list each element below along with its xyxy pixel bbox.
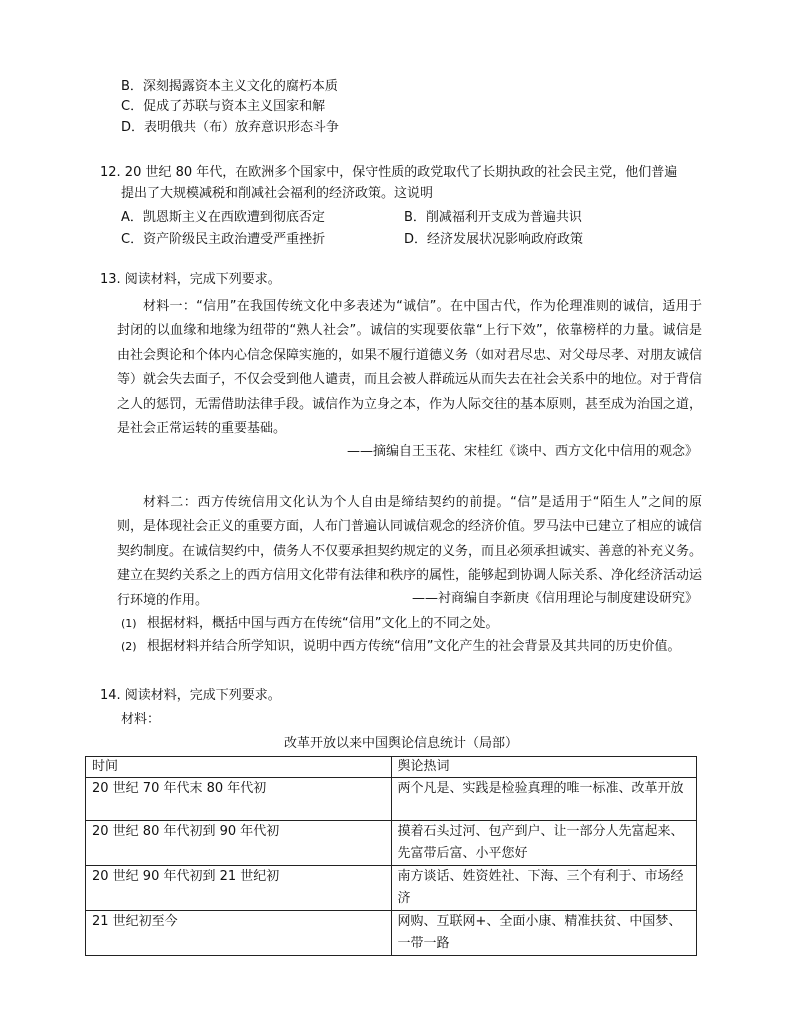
public-opinion-table <box>85 756 697 956</box>
question-12-option-d: D．经济发展状况影响政府政策 <box>404 232 584 247</box>
prev-option-c: C．促成了苏联与资本主义国家和解 <box>121 99 326 114</box>
question-12-stem-line1: 12. 20 世纪 80 年代，在欧洲多个国家中，保守性质的政党取代了长期执政的社会民主党，他们普遍 <box>100 165 678 180</box>
question-12-option-b: B．削减福利开支成为普遍共识 <box>404 210 582 225</box>
table-row <box>86 911 697 956</box>
question-13-material-1: 材料一：“信用”在我国传统文化中多表述为“诚信”。在中国古代，作为伦理准则的诚信，适用于封闭的以血缘和地缘为纽带的“熟人社会”。诚信的实现要依靠“上行下效”，依靠榜样的力量。诚信是由社会舆论和个体内心信念保障实施的，如果不履行道德义务（如对君尽忠、对父母尽孝、对朋友诚信等）就会失去面子，不仅会受到他人谴责，而且会被人群疏远从而失去在社会关系中的地位。对于背信之人的惩罚，无需借助法律手段。诚信作为立身之本，作为人际交往的基本原则，甚至成为治国之道，是社会正常运转的重要基础。 <box>117 299 703 437</box>
question-13-subquestion-2 <box>121 637 680 657</box>
table-cell-time: 20 世纪 80 年代初到 90 年代初 <box>86 821 392 866</box>
table-cell-hotwords: 南方谈话、姓资姓社、下海、三个有利于、市场经济 <box>391 866 697 911</box>
table-cell-time: 21 世纪初至今 <box>86 911 392 956</box>
question-12-stem-line2: 提出了大规模减税和削减社会福利的经济政策。这说明 <box>121 186 434 201</box>
subquestion-number: (1) <box>121 617 137 630</box>
subquestion-text: 根据材料，概括中国与西方在传统“信用”文化上的不同之处。 <box>147 616 499 631</box>
table-cell-hotwords: 两个凡是、实践是检验真理的唯一标准、改革开放 <box>391 778 697 821</box>
subquestion-number: (2) <box>121 640 137 653</box>
question-13-stem: 13. 阅读材料，完成下列要求。 <box>100 272 281 287</box>
question-14-stem: 14. 阅读材料，完成下列要求。 <box>100 688 281 703</box>
prev-option-d: D．表明俄共（布）放弃意识形态斗争 <box>121 120 340 135</box>
table-cell-hotwords: 网购、互联网+、全面小康、精准扶贫、中国梦、一带一路 <box>391 911 697 956</box>
table-cell-hotwords: 摸着石头过河、包产到户、让一部分人先富起来、先富带后富、小平您好 <box>391 821 697 866</box>
subquestion-text: 根据材料并结合所学知识，说明中西方传统“信用”文化产生的社会背景及其共同的历史价值。 <box>147 639 681 654</box>
table-title: 改革开放以来中国舆论信息统计（局部） <box>284 736 519 751</box>
table-row <box>86 778 697 821</box>
table-row <box>86 821 697 866</box>
prev-option-b: B．深刻揭露资本主义文化的腐朽本质 <box>121 79 338 94</box>
question-14-material-label: 材料： <box>121 712 161 727</box>
table-row <box>86 866 697 911</box>
table-cell-time: 20 世纪 70 年代末 80 年代初 <box>86 778 392 821</box>
question-12-option-a: A．凯恩斯主义在西欧遭到彻底否定 <box>121 210 325 225</box>
table-header-time: 时间 <box>86 757 392 778</box>
table-header-hotwords: 舆论热词 <box>391 757 697 778</box>
question-13-subquestion-1 <box>121 614 498 634</box>
question-13-material-2: 材料二：西方传统信用文化认为个人自由是缔结契约的前提。“信”是适用于“陌生人”之间的原则，是体现社会正义的重要方面，人布门普遍认同诚信观念的经济价值。罗马法中已建立了相应的诚信契约制度。在诚信契约中，债务人不仅要承担契约规定的义务，而且必须承担诚实、善意的补充义务。建立在契约关系之上的西方信用文化带有法律和秩序的属性，能够起到协调人际关系、净化经济活动运行环境的作用。 <box>117 495 703 608</box>
question-13-source-2: ——衬商编自李新庚《信用理论与制度建设研究》 <box>411 591 698 606</box>
table-cell-time: 20 世纪 90 年代初到 21 世纪初 <box>86 866 392 911</box>
question-12-option-c: C．资产阶级民主政治遭受严重挫折 <box>121 232 326 247</box>
question-13-source-1: ——摘编自王玉花、宋桂红《谈中、西方文化中信用的观念》 <box>346 444 698 459</box>
table-header-row <box>86 757 697 778</box>
